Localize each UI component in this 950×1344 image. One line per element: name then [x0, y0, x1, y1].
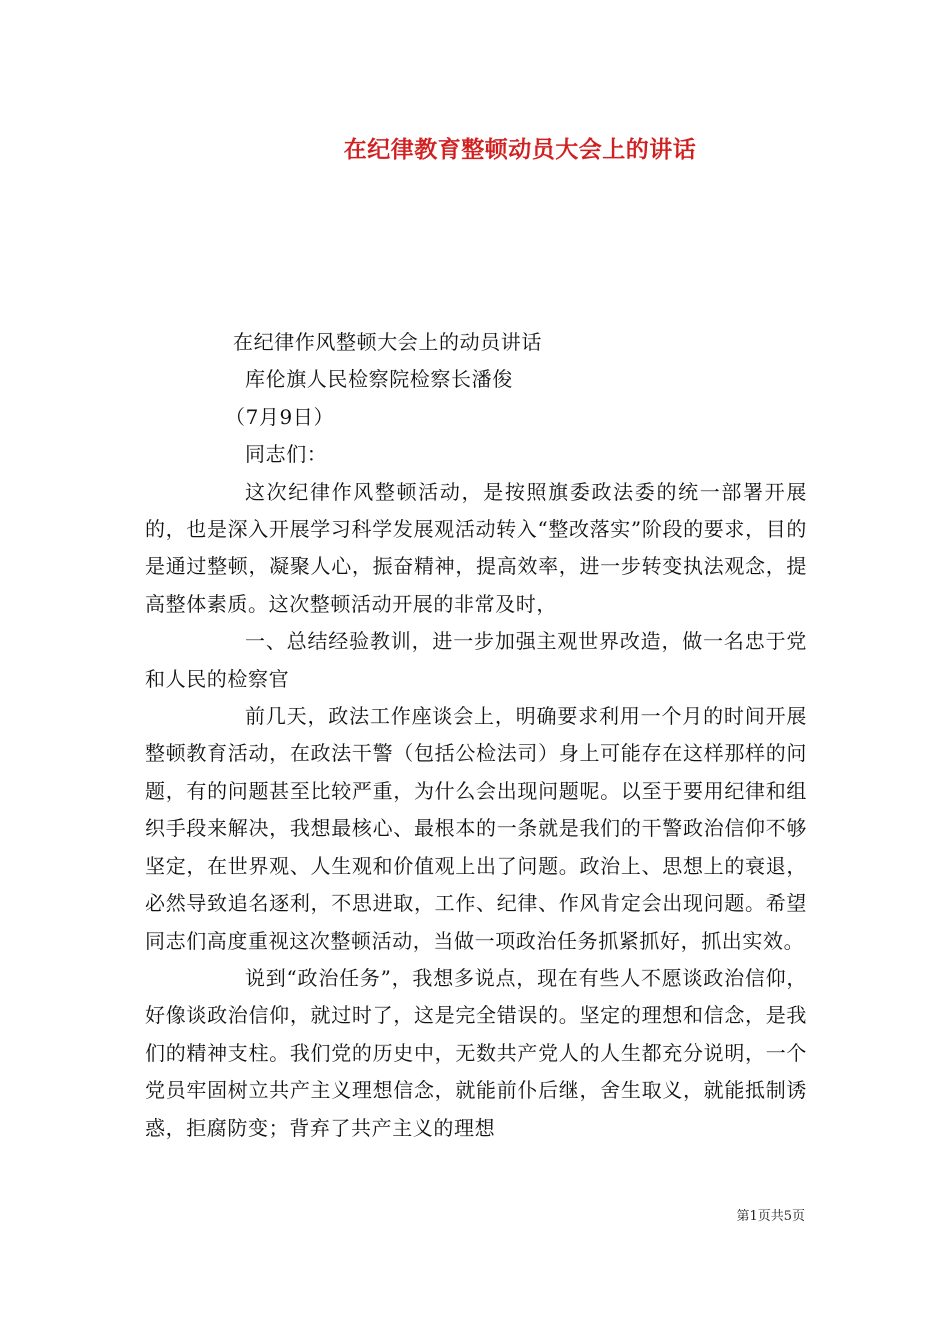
paragraph: 前几天，政法工作座谈会上，明确要求利用一个月的时间开展整顿教育活动，在政法干警（包括公检法司）身上可能存在这样那样的问题，有的问题甚至比较严重，为什么会出现问题呢。以至于要用纪律和组织手段来解决，我想最核心、最根本的一条就是我们的干警政治信仰不够坚定，在世界观、人生观和价值观上出了问题。政治上、思想上的衰退，必然导致追名逐利，不思进取，工作、纪律、作风肯定会出现问题。希望同志们高度重视这次整顿活动，当做一项政治任务抓紧抓好，抓出实效。: [145, 704, 807, 953]
author-line: 库伦旗人民检察院检察长潘俊: [245, 367, 513, 392]
document-body: [145, 324, 807, 1147]
speech-date: （7月9日）: [225, 404, 335, 429]
page-number: 第1页共5页: [736, 1209, 805, 1224]
paragraph: 说到“政治任务”，我想多说点，现在有些人不愿谈政治信仰，好像谈政治信仰，就过时了，这是完全错误的。坚定的理想和信念，是我们的精神支柱。我们党的历史中，无数共产党人的人生都充分说明，一个党员牢固树立共产主义理想信念，就能前仆后继，舍生取义，就能抵制诱惑，拒腐防变；背弃了共产主义的理想: [145, 965, 807, 1140]
document-title: 在纪律教育整顿动员大会上的讲话: [343, 136, 697, 163]
section-heading: 一、总结经验教训，进一步加强主观世界改造，做一名忠于党和人民的检察官: [145, 629, 807, 691]
speech-subtitle: 在纪律作风整顿大会上的动员讲话: [233, 330, 542, 354]
paragraph: 这次纪律作风整顿活动，是按照旗委政法委的统一部署开展的，也是深入开展学习科学发展观活动转入“整改落实”阶段的要求，目的是通过整顿，凝聚人心，振奋精神，提高效率，进一步转变执法观念，提高整体素质。这次整顿活动开展的非常及时，: [145, 479, 807, 616]
salutation: 同志们：: [245, 442, 328, 467]
